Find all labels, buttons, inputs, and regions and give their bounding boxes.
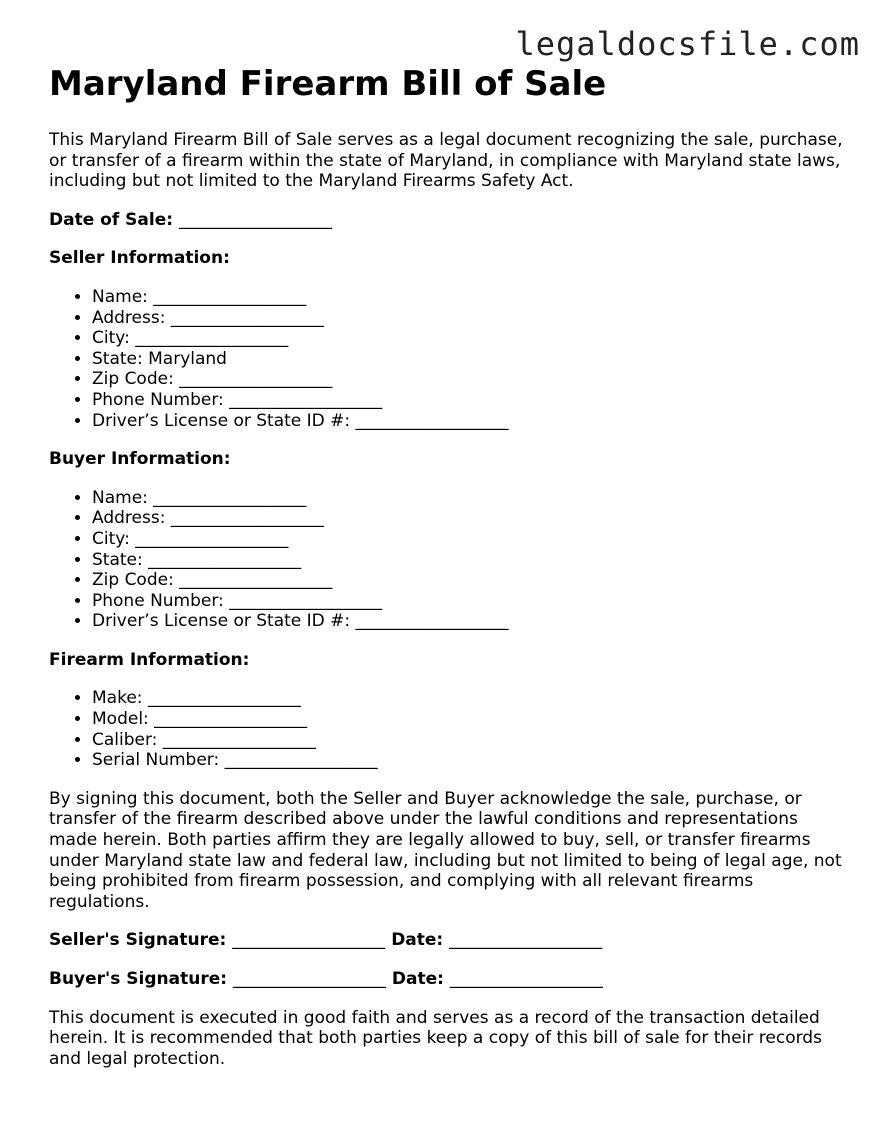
firearm-info-list [49,688,849,770]
buyer-phone-item: • Phone Number: __________________ [92,591,849,612]
seller-heading: Seller Information: [49,248,230,269]
firearm-caliber-item: • Caliber: __________________ [92,730,849,751]
date-of-sale-blank: __________________ [178,209,332,230]
firearm-make-item: • Make: __________________ [92,688,849,709]
watermark-text: legaldocsfile.com [515,25,860,63]
buyer-signature-label: Buyer's Signature: [49,969,228,989]
seller-signature-label: Seller's Signature: [49,930,227,951]
seller-license-item: • Driver’s License or State ID #: __________________ [92,411,849,432]
date-of-sale-label: Date of Sale: [49,209,174,230]
intro-paragraph: This Maryland Firearm Bill of Sale serves as a legal document recognizing the sale, purchase, or transfer of a firearm within the state of Maryland, in compliance with Maryland state laws, including but not limited to the Maryland Firearms Safety Act. [49,130,843,192]
seller-signature-blank: __________________ [232,930,386,951]
seller-info-list [49,287,849,431]
document-title: Maryland Firearm Bill of Sale [49,64,607,104]
firearm-model-item: • Model: __________________ [92,709,849,730]
acknowledgment-paragraph: By signing this document, both the Seller and Buyer acknowledge the sale, purchase, or transfer of the firearm described above under the lawful conditions and representations made herein. Both parties affirm they are legally allowed to buy, sell, or transfer firearms under Maryland state law and federal law, including but not limited to being of legal age, not being prohibited from firearm possession, and complying with all relevant firearms regulations. [49,788,842,912]
buyer-state-item: • State: __________________ [92,550,849,571]
buyer-signature-blank: __________________ [232,969,386,989]
seller-name-item: • Name: __________________ [92,287,849,308]
seller-city-item: • City: __________________ [92,328,849,349]
seller-date-blank: __________________ [449,930,603,951]
buyer-date-label: Date: [391,969,444,989]
closing-paragraph: This document is executed in good faith and serves as a record of the transaction detailed herein. It is recommended that both parties keep a copy of this bill of sale for their records and legal protection. [49,1007,822,1069]
buyer-license-item: • Driver’s License or State ID #: __________________ [92,611,849,632]
document-body [49,64,849,1069]
buyer-name-item: • Name: __________________ [92,488,849,509]
seller-phone-item: • Phone Number: __________________ [92,390,849,411]
buyer-date-blank: __________________ [449,969,603,989]
buyer-info-list [49,488,849,632]
buyer-address-item: • Address: __________________ [92,508,849,529]
date-of-sale-field [49,210,849,231]
seller-address-item: • Address: __________________ [92,308,849,329]
seller-date-label: Date: [391,930,444,951]
buyer-zip-item: • Zip Code: __________________ [92,570,849,591]
firearm-serial-item: • Serial Number: __________________ [92,750,849,771]
buyer-city-item: • City: __________________ [92,529,849,550]
buyer-heading: Buyer Information: [49,449,231,470]
seller-signature-line [49,930,849,951]
buyer-signature-line [49,969,849,990]
firearm-heading: Firearm Information: [49,649,250,670]
seller-zip-item: • Zip Code: __________________ [92,369,849,390]
seller-state-item: • State: Maryland [92,349,849,370]
